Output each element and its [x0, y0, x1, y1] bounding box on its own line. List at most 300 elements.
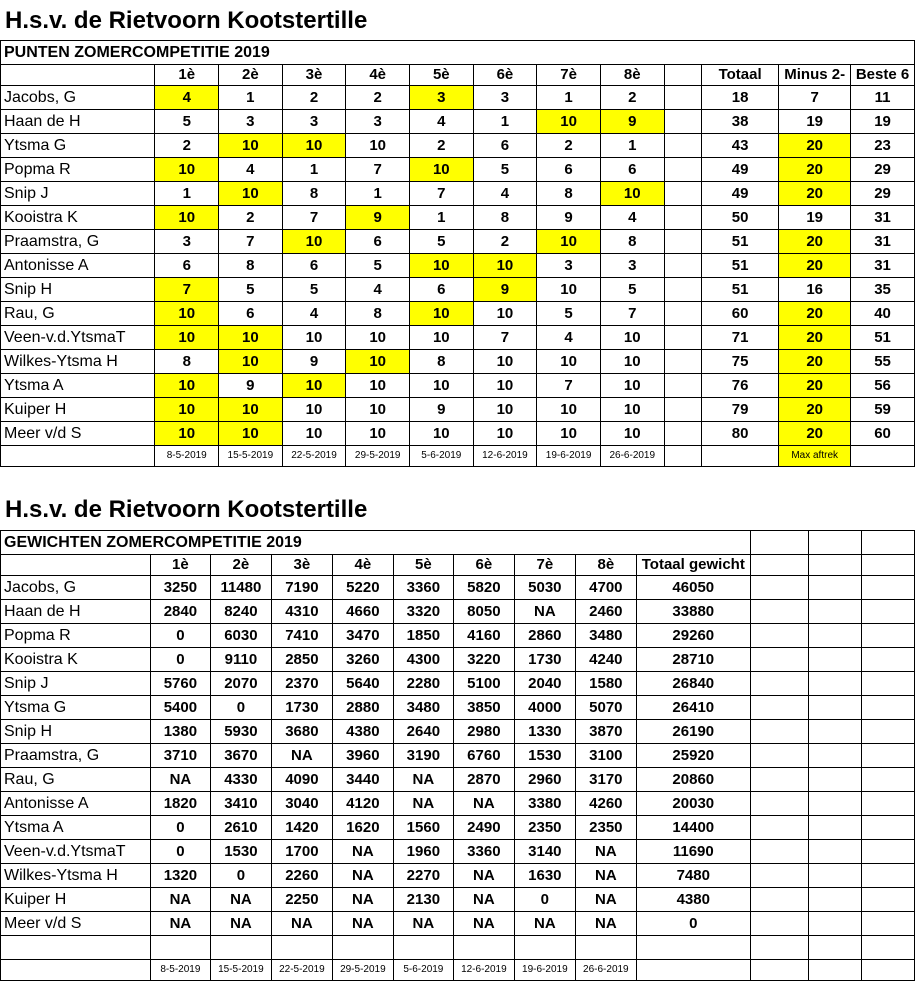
beste-cell: 55 — [851, 350, 915, 374]
beste-cell: 29 — [851, 182, 915, 206]
score-cell: 1 — [155, 182, 219, 206]
weight-cell: 3410 — [210, 792, 271, 816]
score-cell: 10 — [219, 134, 283, 158]
weight-cell: 0 — [150, 624, 210, 648]
score-cell: 10 — [537, 278, 601, 302]
table-row — [1, 696, 915, 720]
beste-cell: 31 — [851, 230, 915, 254]
score-cell: 3 — [473, 86, 537, 110]
table-row — [1, 768, 915, 792]
minus-cell: 7 — [779, 86, 851, 110]
empty-cell — [210, 936, 271, 960]
weight-cell: 5760 — [150, 672, 210, 696]
score-cell: 10 — [410, 254, 474, 278]
empty-cell — [150, 936, 210, 960]
header-round: 4è — [346, 65, 410, 86]
totaal-gewicht-cell: 26410 — [636, 696, 750, 720]
weight-cell: 1850 — [393, 624, 453, 648]
score-cell: 5 — [346, 254, 410, 278]
weight-cell: 2070 — [210, 672, 271, 696]
score-cell: 4 — [346, 278, 410, 302]
totaal-gewicht-cell: 20030 — [636, 792, 750, 816]
score-cell: 8 — [219, 254, 283, 278]
header-round: 3è — [282, 65, 346, 86]
weight-cell: 5930 — [210, 720, 271, 744]
empty-cell — [861, 720, 914, 744]
participant-name: Jacobs, G — [1, 86, 155, 110]
weight-cell: 2980 — [453, 720, 514, 744]
empty-cell — [861, 912, 914, 936]
date-spacer — [664, 446, 701, 467]
weight-cell: 5100 — [453, 672, 514, 696]
score-cell: 10 — [155, 422, 219, 446]
weight-cell: 2840 — [150, 600, 210, 624]
totaal-cell: 49 — [701, 158, 778, 182]
score-cell: 9 — [600, 110, 664, 134]
header-round: 6è — [453, 555, 514, 576]
minus-cell: 20 — [779, 374, 851, 398]
totaal-gewicht-cell: 14400 — [636, 816, 750, 840]
minus-cell: 20 — [779, 302, 851, 326]
participant-name: Rau, G — [1, 768, 151, 792]
weight-cell: 2040 — [514, 672, 575, 696]
totaal-gewicht-cell: 28710 — [636, 648, 750, 672]
header-empty — [1, 65, 155, 86]
header-round: 6è — [473, 65, 537, 86]
weight-cell: NA — [393, 768, 453, 792]
weight-cell: 3870 — [575, 720, 636, 744]
beste-cell: 56 — [851, 374, 915, 398]
date-cell: 29-5-2019 — [332, 960, 393, 981]
weight-cell: NA — [210, 912, 271, 936]
weight-cell: 11480 — [210, 576, 271, 600]
empty-cell — [808, 792, 861, 816]
table-row — [1, 744, 915, 768]
empty-cell — [861, 744, 914, 768]
score-cell: 10 — [410, 374, 474, 398]
weight-cell: NA — [393, 792, 453, 816]
participant-name: Ytsma G — [1, 134, 155, 158]
totaal-gewicht-cell: 20860 — [636, 768, 750, 792]
header-round: 2è — [219, 65, 283, 86]
beste-cell: 19 — [851, 110, 915, 134]
score-cell: 2 — [346, 86, 410, 110]
header-round: 7è — [537, 65, 601, 86]
spacer-cell — [664, 134, 701, 158]
score-cell: 5 — [473, 158, 537, 182]
score-cell: 10 — [600, 326, 664, 350]
table-row — [1, 182, 915, 206]
weight-cell: NA — [453, 792, 514, 816]
score-cell: 1 — [282, 158, 346, 182]
score-cell: 10 — [282, 326, 346, 350]
weight-cell: 1730 — [271, 696, 332, 720]
score-cell: 3 — [282, 110, 346, 134]
weight-cell: 1330 — [514, 720, 575, 744]
empty-cell — [750, 720, 808, 744]
totaal-cell: 50 — [701, 206, 778, 230]
weight-cell: 3680 — [271, 720, 332, 744]
date-row — [1, 960, 915, 981]
empty-cell — [861, 531, 914, 555]
empty-cell — [750, 648, 808, 672]
score-cell: 5 — [155, 110, 219, 134]
empty-cell — [750, 888, 808, 912]
weight-cell: 2490 — [453, 816, 514, 840]
weight-cell: 9110 — [210, 648, 271, 672]
totaal-gewicht-cell: 4380 — [636, 888, 750, 912]
weight-cell: 2640 — [393, 720, 453, 744]
score-cell: 8 — [155, 350, 219, 374]
table-row — [1, 600, 915, 624]
weight-cell: 4260 — [575, 792, 636, 816]
score-cell: 1 — [473, 110, 537, 134]
spacer-cell — [664, 206, 701, 230]
score-cell: 8 — [600, 230, 664, 254]
weight-cell: 3260 — [332, 648, 393, 672]
score-cell: 5 — [600, 278, 664, 302]
minus-cell: 16 — [779, 278, 851, 302]
score-cell: 7 — [410, 182, 474, 206]
weight-cell: 1530 — [514, 744, 575, 768]
score-cell: 8 — [410, 350, 474, 374]
weight-cell: 3250 — [150, 576, 210, 600]
table-row — [1, 110, 915, 134]
score-cell: 10 — [410, 302, 474, 326]
date-cell: 8-5-2019 — [155, 446, 219, 467]
weight-cell: 5640 — [332, 672, 393, 696]
beste-cell: 31 — [851, 254, 915, 278]
date-cell: 8-5-2019 — [150, 960, 210, 981]
date-totaal-empty — [701, 446, 778, 467]
table-row — [1, 422, 915, 446]
empty-cell — [393, 936, 453, 960]
participant-name: Wilkes-Ytsma H — [1, 864, 151, 888]
empty-cell — [861, 648, 914, 672]
score-cell: 2 — [600, 86, 664, 110]
totaal-cell: 51 — [701, 254, 778, 278]
empty-cell — [861, 816, 914, 840]
weight-cell: NA — [575, 840, 636, 864]
weight-cell: 2280 — [393, 672, 453, 696]
weight-cell: 5220 — [332, 576, 393, 600]
score-cell: 10 — [473, 350, 537, 374]
date-cell: 5-6-2019 — [410, 446, 474, 467]
spacer-cell — [664, 422, 701, 446]
weight-cell: 8240 — [210, 600, 271, 624]
score-cell: 8 — [537, 182, 601, 206]
participant-name: Kooistra K — [1, 648, 151, 672]
score-cell: 10 — [282, 230, 346, 254]
score-cell: 10 — [537, 398, 601, 422]
minus-cell: 20 — [779, 134, 851, 158]
participant-name: Praamstra, G — [1, 744, 151, 768]
score-cell: 4 — [600, 206, 664, 230]
weight-cell: 1530 — [210, 840, 271, 864]
weight-cell: NA — [332, 840, 393, 864]
weight-cell: 0 — [210, 864, 271, 888]
totaal-gewicht-cell: 26840 — [636, 672, 750, 696]
empty-cell — [808, 720, 861, 744]
minus-cell: 20 — [779, 230, 851, 254]
empty-cell — [750, 624, 808, 648]
participant-name: Snip H — [1, 720, 151, 744]
score-cell: 9 — [537, 206, 601, 230]
score-cell: 5 — [219, 278, 283, 302]
score-cell: 8 — [346, 302, 410, 326]
weight-cell: 1320 — [150, 864, 210, 888]
table-row — [1, 206, 915, 230]
table-row — [1, 230, 915, 254]
weight-cell: 3470 — [332, 624, 393, 648]
section2-title: H.s.v. de Rietvoorn Kootstertille — [5, 496, 368, 523]
empty-cell — [750, 555, 808, 576]
score-cell: 10 — [155, 374, 219, 398]
weight-cell: 3320 — [393, 600, 453, 624]
totaal-gewicht-cell: 25920 — [636, 744, 750, 768]
spacer-cell — [664, 254, 701, 278]
empty-cell — [808, 912, 861, 936]
empty-cell — [750, 912, 808, 936]
table-row — [1, 864, 915, 888]
spacer-cell — [664, 182, 701, 206]
empty-cell — [861, 576, 914, 600]
participant-name: Veen-v.d.YtsmaT — [1, 840, 151, 864]
weight-cell: 5030 — [514, 576, 575, 600]
empty-cell — [808, 888, 861, 912]
score-cell: 7 — [155, 278, 219, 302]
subtitle-row — [1, 41, 915, 65]
weight-cell: 2260 — [271, 864, 332, 888]
score-cell: 10 — [346, 350, 410, 374]
header-round: 8è — [575, 555, 636, 576]
score-cell: 10 — [473, 422, 537, 446]
score-cell: 6 — [219, 302, 283, 326]
score-cell: 4 — [282, 302, 346, 326]
blank-row — [1, 936, 915, 960]
table-row — [1, 672, 915, 696]
participant-name: Kuiper H — [1, 888, 151, 912]
weight-cell: 2130 — [393, 888, 453, 912]
table-row — [1, 350, 915, 374]
participant-name: Snip H — [1, 278, 155, 302]
empty-cell — [750, 792, 808, 816]
weight-cell: NA — [453, 888, 514, 912]
score-cell: 10 — [537, 422, 601, 446]
empty-cell — [808, 624, 861, 648]
empty-cell — [750, 744, 808, 768]
participant-name: Wilkes-Ytsma H — [1, 350, 155, 374]
header-round: 7è — [514, 555, 575, 576]
empty-cell — [453, 936, 514, 960]
date-cell: 22-5-2019 — [271, 960, 332, 981]
empty-cell — [808, 696, 861, 720]
weight-cell: NA — [575, 888, 636, 912]
score-cell: 1 — [600, 134, 664, 158]
weight-cell: 1960 — [393, 840, 453, 864]
weight-cell: NA — [332, 888, 393, 912]
gewichten-table — [0, 530, 915, 981]
totaal-gewicht-cell: 0 — [636, 912, 750, 936]
score-cell: 3 — [537, 254, 601, 278]
weight-cell: 2860 — [514, 624, 575, 648]
empty-cell — [808, 672, 861, 696]
score-cell: 6 — [473, 134, 537, 158]
score-cell: 10 — [155, 206, 219, 230]
score-cell: 6 — [600, 158, 664, 182]
score-cell: 3 — [219, 110, 283, 134]
score-cell: 10 — [473, 398, 537, 422]
beste-cell: 40 — [851, 302, 915, 326]
weight-cell: 5400 — [150, 696, 210, 720]
totaal-cell: 43 — [701, 134, 778, 158]
weight-cell: 1730 — [514, 648, 575, 672]
score-cell: 8 — [282, 182, 346, 206]
empty-cell — [271, 936, 332, 960]
weight-cell: 2350 — [575, 816, 636, 840]
spacer-cell — [664, 158, 701, 182]
score-cell: 6 — [282, 254, 346, 278]
score-cell: 10 — [600, 398, 664, 422]
score-cell: 9 — [282, 350, 346, 374]
score-cell: 10 — [346, 422, 410, 446]
participant-name: Meer v/d S — [1, 912, 151, 936]
score-cell: 10 — [600, 374, 664, 398]
weight-cell: 2350 — [514, 816, 575, 840]
empty-cell — [808, 555, 861, 576]
weight-cell: NA — [575, 912, 636, 936]
totaal-cell: 71 — [701, 326, 778, 350]
minus-cell: 20 — [779, 350, 851, 374]
minus-cell: 20 — [779, 182, 851, 206]
weight-cell: 5070 — [575, 696, 636, 720]
score-cell: 7 — [282, 206, 346, 230]
weight-cell: 7190 — [271, 576, 332, 600]
participant-name: Jacobs, G — [1, 576, 151, 600]
score-cell: 3 — [600, 254, 664, 278]
participant-name: Praamstra, G — [1, 230, 155, 254]
weight-cell: 1420 — [271, 816, 332, 840]
minus-cell: 20 — [779, 422, 851, 446]
empty-cell — [750, 768, 808, 792]
date-cell: 26-6-2019 — [600, 446, 664, 467]
totaal-cell: 18 — [701, 86, 778, 110]
participant-name: Haan de H — [1, 110, 155, 134]
score-cell: 10 — [219, 350, 283, 374]
date-cell: 26-6-2019 — [575, 960, 636, 981]
score-cell: 4 — [410, 110, 474, 134]
empty-cell — [808, 840, 861, 864]
empty-cell — [808, 744, 861, 768]
weight-cell: 2610 — [210, 816, 271, 840]
date-cell: 15-5-2019 — [219, 446, 283, 467]
score-cell: 1 — [346, 182, 410, 206]
beste-cell: 59 — [851, 398, 915, 422]
totaal-gewicht-cell: 11690 — [636, 840, 750, 864]
weight-cell: 3480 — [393, 696, 453, 720]
empty-cell — [750, 672, 808, 696]
score-cell: 10 — [473, 374, 537, 398]
date-cell: 19-6-2019 — [514, 960, 575, 981]
table-row — [1, 816, 915, 840]
weight-cell: NA — [453, 864, 514, 888]
table-row — [1, 326, 915, 350]
weight-cell: 3040 — [271, 792, 332, 816]
score-cell: 7 — [600, 302, 664, 326]
section1-title: H.s.v. de Rietvoorn Kootstertille — [5, 7, 368, 34]
empty-cell — [808, 960, 861, 981]
score-cell: 10 — [346, 374, 410, 398]
weight-cell: 3100 — [575, 744, 636, 768]
score-cell: 9 — [473, 278, 537, 302]
empty-cell — [808, 936, 861, 960]
header-row — [1, 65, 915, 86]
weight-cell: 2460 — [575, 600, 636, 624]
weight-cell: NA — [514, 912, 575, 936]
empty-cell — [750, 600, 808, 624]
weight-cell: 6760 — [453, 744, 514, 768]
empty-cell — [861, 672, 914, 696]
date-cell: 15-5-2019 — [210, 960, 271, 981]
weight-cell: 4660 — [332, 600, 393, 624]
score-cell: 10 — [155, 398, 219, 422]
punten-table — [0, 40, 915, 467]
weight-cell: 3380 — [514, 792, 575, 816]
weight-cell: 1820 — [150, 792, 210, 816]
participant-name: Haan de H — [1, 600, 151, 624]
date-cell: 22-5-2019 — [282, 446, 346, 467]
score-cell: 10 — [410, 158, 474, 182]
beste-cell: 11 — [851, 86, 915, 110]
weight-cell: 1580 — [575, 672, 636, 696]
weight-cell: NA — [150, 768, 210, 792]
score-cell: 10 — [600, 422, 664, 446]
weight-cell: 2250 — [271, 888, 332, 912]
weight-cell: 1380 — [150, 720, 210, 744]
weight-cell: 3440 — [332, 768, 393, 792]
empty-cell — [750, 696, 808, 720]
header-minus: Minus 2- — [779, 65, 851, 86]
score-cell: 10 — [282, 134, 346, 158]
weight-cell: 5820 — [453, 576, 514, 600]
score-cell: 10 — [155, 302, 219, 326]
empty-cell — [861, 840, 914, 864]
totaal-cell: 60 — [701, 302, 778, 326]
date-cell: 29-5-2019 — [346, 446, 410, 467]
score-cell: 1 — [537, 86, 601, 110]
header-round: 5è — [393, 555, 453, 576]
empty-cell — [861, 888, 914, 912]
weight-cell: NA — [332, 864, 393, 888]
score-cell: 10 — [282, 374, 346, 398]
weight-cell: 8050 — [453, 600, 514, 624]
spacer-cell — [664, 374, 701, 398]
spacer-cell — [664, 398, 701, 422]
totaal-cell: 51 — [701, 278, 778, 302]
weight-cell: NA — [271, 912, 332, 936]
empty-cell — [861, 936, 914, 960]
header-row — [1, 555, 915, 576]
score-cell: 10 — [600, 350, 664, 374]
weight-cell: 2870 — [453, 768, 514, 792]
date-cell: 5-6-2019 — [393, 960, 453, 981]
spacer-cell — [664, 278, 701, 302]
weight-cell: 4300 — [393, 648, 453, 672]
empty-cell — [861, 696, 914, 720]
table-row — [1, 840, 915, 864]
spacer-cell — [664, 110, 701, 134]
empty-cell — [861, 864, 914, 888]
